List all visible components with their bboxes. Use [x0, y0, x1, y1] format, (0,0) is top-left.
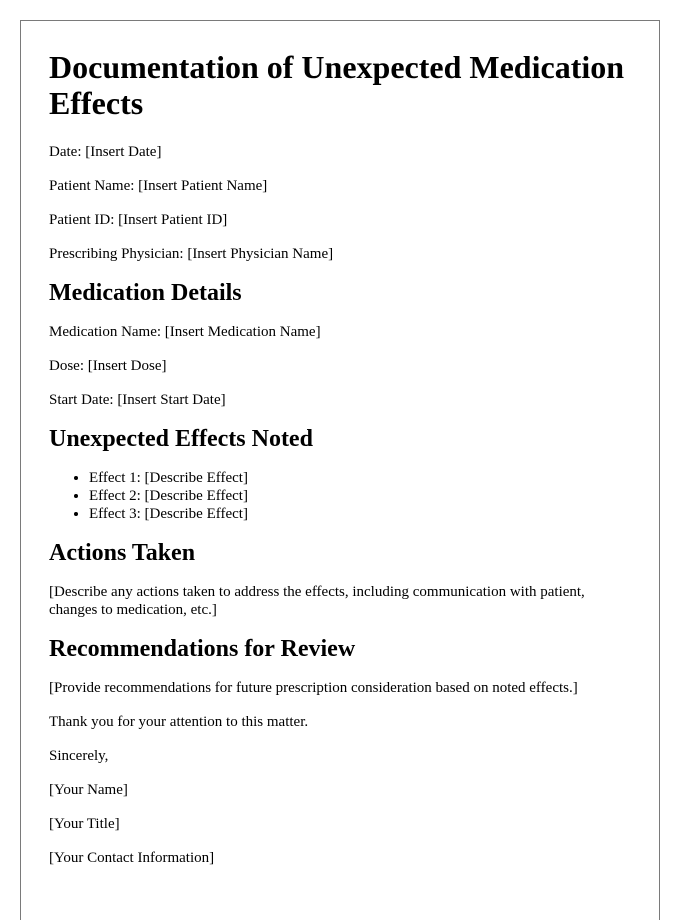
effect-item: • Effect 1: [Describe Effect] — [89, 469, 631, 487]
unexpected-effects-heading: Unexpected Effects Noted — [49, 426, 313, 452]
prescribing-physician-field: Prescribing Physician: [Insert Physician Name] — [49, 246, 334, 262]
signer-contact: [Your Contact Information] — [49, 850, 215, 866]
effects-list — [49, 469, 631, 523]
recommendations-text: [Provide recommendations for future prescription consideration based on noted effects.] — [49, 680, 578, 696]
effect-item: • Effect 3: [Describe Effect] — [89, 505, 631, 523]
medication-name-field: Medication Name: [Insert Medication Name] — [49, 324, 321, 340]
patient-name-field: Patient Name: [Insert Patient Name] — [49, 178, 268, 194]
actions-taken-text: [Describe any actions taken to address the effects, including communication with patient, changes to medication, etc.] — [49, 584, 585, 618]
thank-you-line: Thank you for your attention to this matter. — [49, 714, 309, 730]
document-page — [20, 20, 660, 920]
patient-id-field: Patient ID: [Insert Patient ID] — [49, 212, 228, 228]
document-title: Documentation of Unexpected Medication Effects — [49, 49, 625, 121]
start-date-field: Start Date: [Insert Start Date] — [49, 392, 226, 408]
effect-item: • Effect 2: [Describe Effect] — [89, 487, 631, 505]
signer-title: [Your Title] — [49, 816, 120, 832]
signer-name: [Your Name] — [49, 782, 128, 798]
date-field: Date: [Insert Date] — [49, 144, 162, 160]
recommendations-heading: Recommendations for Review — [49, 636, 356, 662]
medication-details-heading: Medication Details — [49, 280, 242, 306]
signoff-line: Sincerely, — [49, 748, 109, 764]
dose-field: Dose: [Insert Dose] — [49, 358, 167, 374]
actions-taken-heading: Actions Taken — [49, 540, 196, 566]
